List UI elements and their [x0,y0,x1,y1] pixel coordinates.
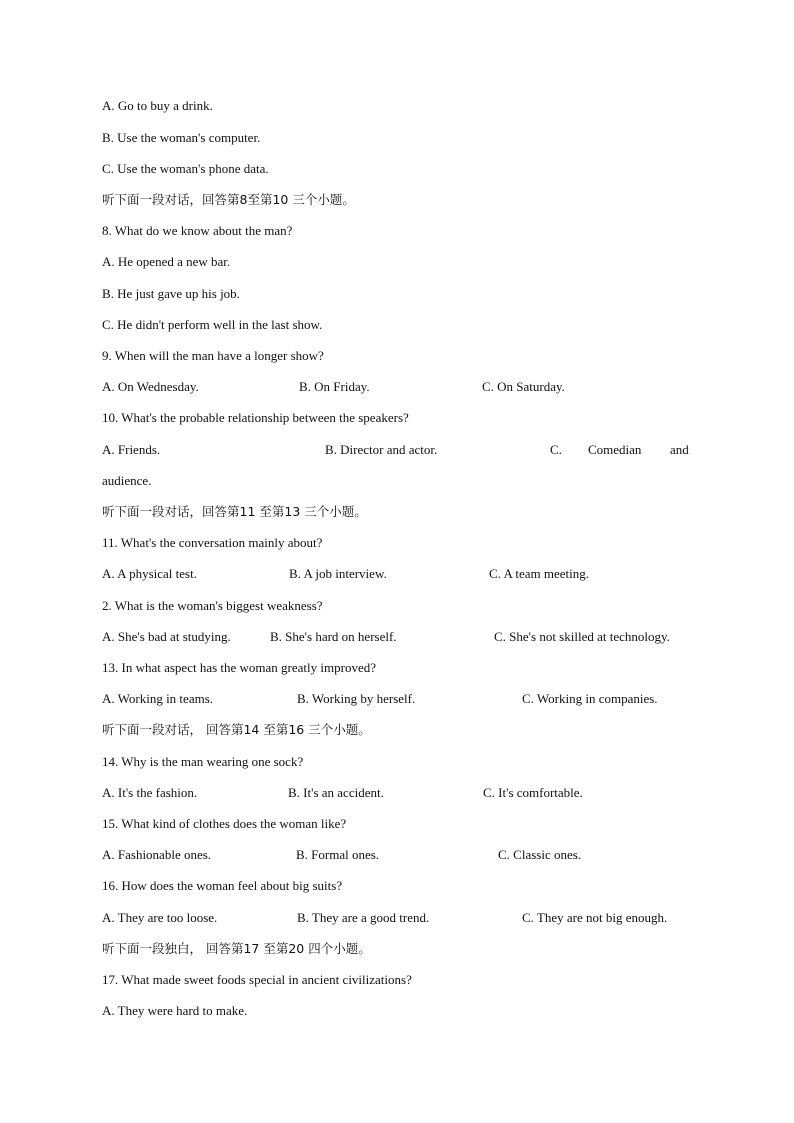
q10-option-c-word1: Comedian [588,442,642,457]
q13-option-b: B. Working by herself. [297,691,416,706]
q8-option-a: A. He opened a new bar. [102,254,231,269]
q16-option-c: C. They are not big enough. [522,910,668,925]
question-13: 13. In what aspect has the woman greatly improved? [102,660,376,675]
question-14: 14. Why is the man wearing one sock? [102,754,304,769]
q15-option-a: A. Fashionable ones. [102,847,212,862]
q10-option-c-word3: audience. [102,473,152,488]
q17-option-a: A. They were hard to make. [102,1003,248,1018]
section-instruction-14-16: 听下面一段对话， 回答第14 至第16 三个小题。 [102,722,371,737]
question-9: 9. When will the man have a longer show? [102,348,324,363]
section-instruction-11-13: 听下面一段对话，回答第11 至第13 三个小题。 [102,504,367,519]
q12-option-c: C. She's not skilled at technology. [494,629,670,644]
question-12: 2. What is the woman's biggest weakness? [102,598,323,613]
q14-option-c: C. It's comfortable. [483,785,583,800]
q14-option-a: A. It's the fashion. [102,785,198,800]
q9-option-b: B. On Friday. [299,379,370,394]
q13-option-c: C. Working in companies. [522,691,658,706]
q15-option-b: B. Formal ones. [296,847,380,862]
q13-option-a: A. Working in teams. [102,691,214,706]
q12-option-a: A. She's bad at studying. [102,629,231,644]
q11-option-a: A. A physical test. [102,566,197,581]
q7-option-a: A. Go to buy a drink. [102,98,213,113]
q15-option-c: C. Classic ones. [498,847,582,862]
q16-option-a: A. They are too loose. [102,910,218,925]
q11-option-b: B. A job interview. [289,566,387,581]
q11-option-c: C. A team meeting. [489,566,590,581]
question-10: 10. What's the probable relationship between the speakers? [102,410,409,425]
q7-option-c: C. Use the woman's phone data. [102,161,269,176]
q10-option-a: A. Friends. [102,442,161,457]
q8-option-c: C. He didn't perform well in the last show. [102,317,323,332]
q10-option-b: B. Director and actor. [325,442,438,457]
q8-option-b: B. He just gave up his job. [102,286,240,301]
q14-option-b: B. It's an accident. [288,785,384,800]
q10-option-c-label: C. [550,442,562,457]
q9-option-a: A. On Wednesday. [102,379,199,394]
question-11: 11. What's the conversation mainly about? [102,535,323,550]
section-instruction-17-20: 听下面一段独白， 回答第17 至第20 四个小题。 [102,941,371,956]
question-15: 15. What kind of clothes does the woman like? [102,816,347,831]
q10-option-c-word2: and [670,442,689,457]
q9-option-c: C. On Saturday. [482,379,565,394]
question-16: 16. How does the woman feel about big suits? [102,878,343,893]
q16-option-b: B. They are a good trend. [297,910,430,925]
q12-option-b: B. She's hard on herself. [270,629,397,644]
question-8: 8. What do we know about the man? [102,223,293,238]
section-instruction-8-10: 听下面一段对话，回答第8至第10 三个小题。 [102,192,355,207]
question-17: 17. What made sweet foods special in ancient civilizations? [102,972,412,987]
q7-option-b: B. Use the woman's computer. [102,130,261,145]
